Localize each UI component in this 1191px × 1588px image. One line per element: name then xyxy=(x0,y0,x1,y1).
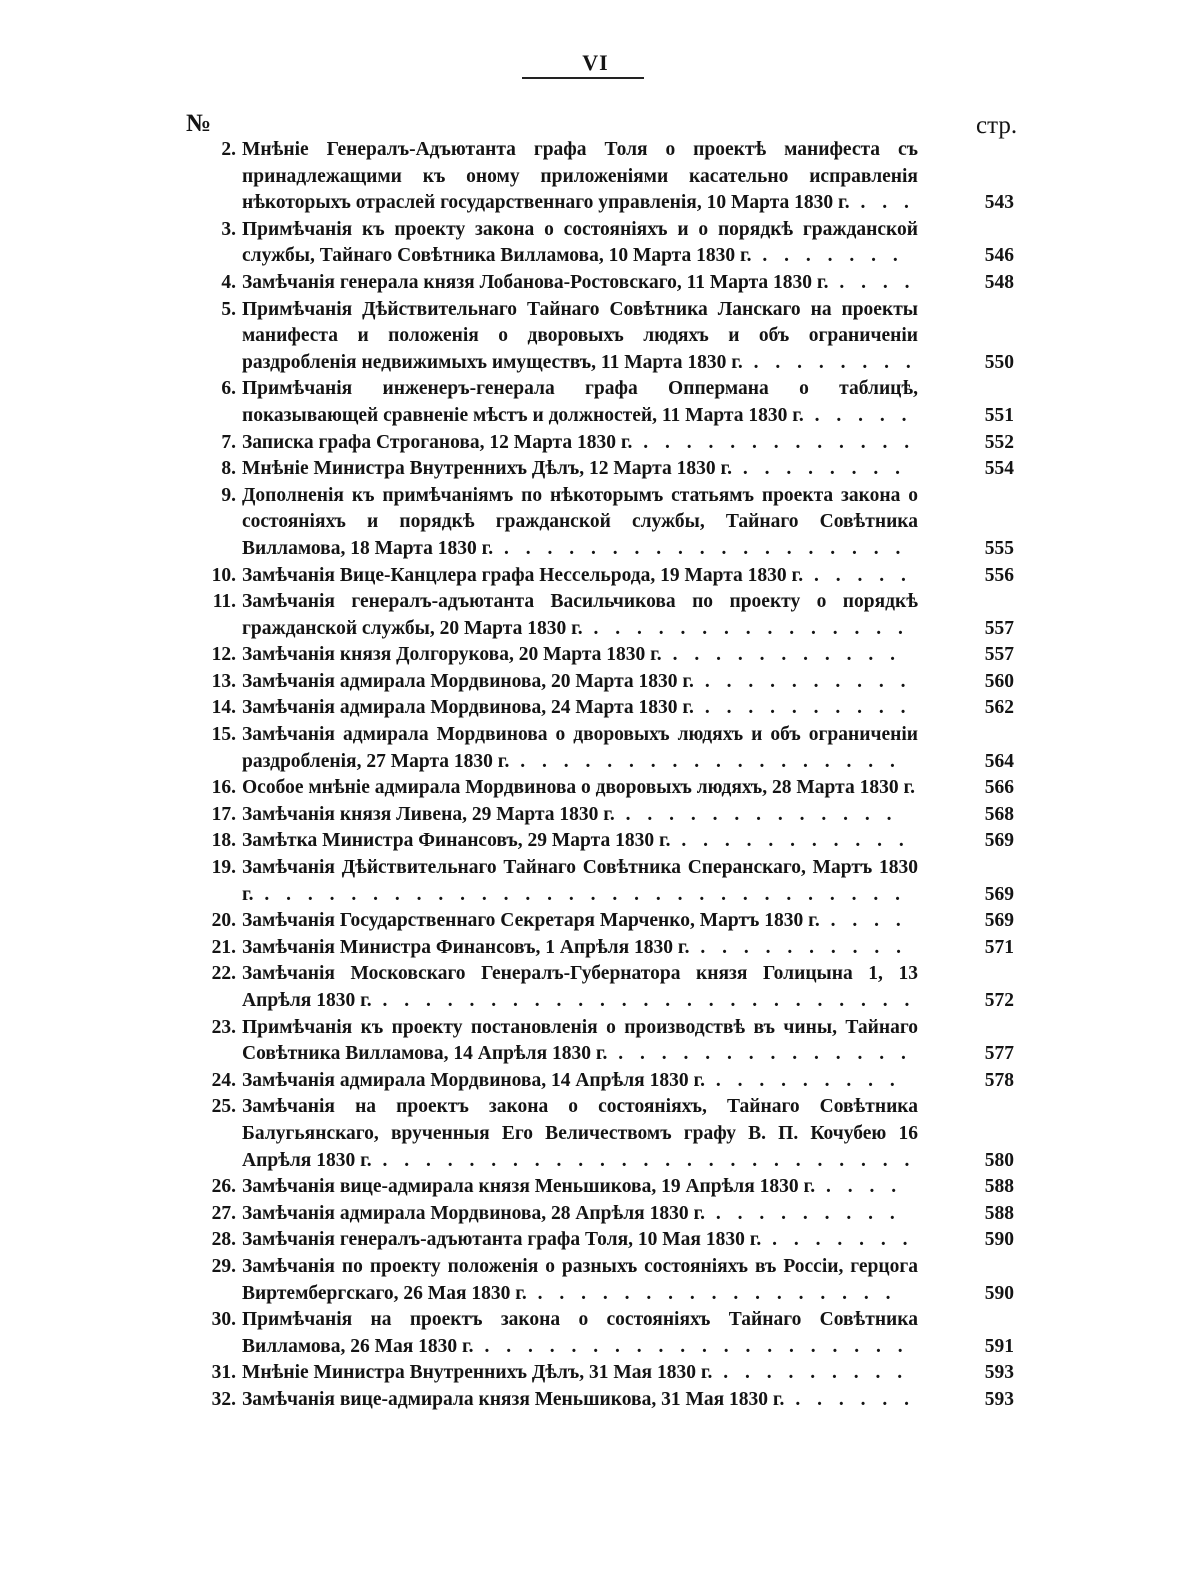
entry-number: 28. xyxy=(211,1229,236,1251)
entry-title xyxy=(242,642,918,669)
entry-title-text: Замѣчанія адмирала Мордвинова, 28 Апрѣля 1830 г. xyxy=(242,1202,705,1224)
entry-page-number: 552 xyxy=(984,431,1014,453)
entry-title-text: Мнѣніе Генералъ-Адъютанта графа Толя о проектѣ манифеста съ принадлежащими къ оному приложеніями касательно исправленія нѣкоторыхъ отраслей государственнаго управленія, 10 Марта 1830 г. xyxy=(242,139,918,214)
entry-number: 14. xyxy=(211,697,236,719)
entry-title xyxy=(242,297,918,377)
entry-title xyxy=(242,908,918,935)
page-column-header: стр. xyxy=(976,112,1018,139)
entry-title-text: Записка графа Строганова, 12 Марта 1830 г. xyxy=(242,431,633,453)
entry-title-text: Замѣчанія генерала князя Лобанова-Ростовскаго, 11 Марта 1830 г. xyxy=(242,271,829,293)
dot-leader: . . . . . . . . . . xyxy=(693,697,912,719)
entry-title-text: Замѣчанія Вице-Канцлера графа Нессельрода, 19 Марта 1830 г. xyxy=(242,564,804,586)
entry-title-text: Мнѣніе Министра Внутреннихъ Дѣлъ, 31 Мая 1830 г. xyxy=(242,1362,713,1384)
toc-entry xyxy=(0,775,1191,802)
entry-page-number: 543 xyxy=(984,192,1014,214)
toc-entry xyxy=(0,695,1191,722)
entry-number: 22. xyxy=(211,963,236,985)
entry-title xyxy=(242,935,918,962)
entry-title xyxy=(242,1174,918,1201)
dot-leader: . . . . . . . . . . . . . . . . . . . . . . . . . xyxy=(371,1149,916,1171)
entry-number: 5. xyxy=(221,298,236,320)
dot-leader: . . . . . xyxy=(803,404,913,426)
toc-entry xyxy=(0,563,1191,590)
entry-page-number: 593 xyxy=(984,1362,1014,1384)
entry-page-number: 569 xyxy=(984,883,1014,905)
dot-leader: . . . . xyxy=(815,1176,903,1198)
entry-number: 27. xyxy=(211,1202,236,1224)
entry-title xyxy=(242,1387,918,1414)
toc-entry xyxy=(0,217,1191,270)
entry-page-number: 580 xyxy=(984,1149,1014,1171)
number-column-header: № xyxy=(186,110,212,137)
entry-page-number: 593 xyxy=(984,1388,1014,1410)
dot-leader: . . . . . . . . . xyxy=(704,1202,901,1224)
entry-title xyxy=(242,483,918,563)
toc-entry xyxy=(0,376,1191,429)
entry-title-text: Замѣчанія по проекту положенія о разныхъ состояніяхъ въ Россіи, герцога Виртембергскаго, 26 Мая 1830 г. xyxy=(242,1255,918,1304)
toc-entry xyxy=(0,1360,1191,1387)
toc-entry xyxy=(0,430,1191,457)
toc-entry xyxy=(0,1227,1191,1254)
toc-entry xyxy=(0,642,1191,669)
entry-number: 24. xyxy=(211,1069,236,1091)
entry-page-number: 557 xyxy=(984,617,1014,639)
toc-entry xyxy=(0,722,1191,775)
entry-number: 15. xyxy=(211,724,236,746)
dot-leader: . . . . . . . . . xyxy=(712,1362,909,1384)
dot-leader: . . . . . . xyxy=(784,1388,915,1410)
entry-page-number: 577 xyxy=(984,1043,1014,1065)
toc-entry xyxy=(0,828,1191,855)
entry-title-text: Замѣчанія адмирала Мордвинова, 24 Марта 1830 г. xyxy=(242,697,694,719)
entry-title xyxy=(242,1307,918,1360)
entry-title-text: Замѣчанія адмирала Мордвинова, 14 Апрѣля 1830 г. xyxy=(242,1069,705,1091)
dot-leader: . . . . . . . . . . . . . . . . . xyxy=(526,1282,897,1304)
entry-title-text: Замѣчанія князя Долгорукова, 20 Марта 1830 г. xyxy=(242,644,662,666)
entry-number: 26. xyxy=(211,1176,236,1198)
entry-page-number: 564 xyxy=(984,750,1014,772)
dot-leader: . . . . . . . . . . xyxy=(689,936,907,958)
entry-page-number: 550 xyxy=(984,351,1014,373)
entry-title xyxy=(242,722,918,775)
dot-leader: . . . . xyxy=(828,271,916,293)
entry-title xyxy=(242,589,918,642)
toc-entry xyxy=(0,137,1191,217)
entry-page-number: 546 xyxy=(984,245,1014,267)
entry-page-number: 555 xyxy=(984,537,1014,559)
entry-number: 32. xyxy=(211,1388,236,1410)
entry-page-number: 590 xyxy=(984,1229,1014,1251)
entry-title xyxy=(242,669,918,696)
dot-leader: . . . . . . . . xyxy=(732,458,906,480)
dot-leader: . . . . . . . . . . . xyxy=(661,644,901,666)
dot-leader: . . . . . . . xyxy=(761,1229,914,1251)
entry-page-number: 556 xyxy=(984,564,1014,586)
entry-page-number: 578 xyxy=(984,1069,1014,1091)
entry-page-number: 588 xyxy=(984,1176,1014,1198)
dot-leader: . . . . . . . . . . . . . . . . . . . . . . . . . xyxy=(371,990,916,1011)
toc-entry xyxy=(0,589,1191,642)
entry-title xyxy=(242,563,918,590)
entry-title xyxy=(242,1201,918,1228)
entry-title-text: Замѣчанія князя Ливена, 29 Марта 1830 г. xyxy=(242,803,615,825)
dot-leader: . . . . . . . . . . . xyxy=(670,830,910,852)
entry-page-number: 571 xyxy=(984,936,1014,958)
toc-entry xyxy=(0,908,1191,935)
entry-title-text: Замѣчанія генералъ-адъютанта графа Толя, 10 Мая 1830 г. xyxy=(242,1229,762,1251)
dot-leader: . . . . xyxy=(819,910,907,932)
table-of-contents xyxy=(0,137,1191,1414)
toc-entry xyxy=(0,961,1191,1014)
toc-entry xyxy=(0,1174,1191,1201)
entry-number: 9. xyxy=(221,484,236,506)
entry-title-text: Особое мнѣніе адмирала Мордвинова о дворовыхъ людяхъ, 28 Марта 1830 г. xyxy=(242,777,915,799)
entry-title xyxy=(242,828,918,855)
entry-number: 23. xyxy=(211,1016,236,1038)
entry-number: 10. xyxy=(211,564,236,586)
entry-title xyxy=(242,1254,918,1307)
entry-number: 30. xyxy=(211,1309,236,1331)
entry-title xyxy=(242,456,918,483)
entry-title-text: Мнѣніе Министра Внутреннихъ Дѣлъ, 12 Марта 1830 г. xyxy=(242,458,732,480)
entry-number: 21. xyxy=(211,936,236,958)
entry-number: 8. xyxy=(221,458,236,480)
entry-page-number: 588 xyxy=(984,1202,1014,1224)
toc-entry xyxy=(0,1015,1191,1068)
toc-entry xyxy=(0,1254,1191,1307)
dot-leader: . . . xyxy=(849,192,915,214)
entry-number: 2. xyxy=(221,139,236,160)
entry-title-text: Примѣчанія Дѣйствительнаго Тайнаго Совѣтника Ланскаго на проекты манифеста и положенія о дворовыхъ людяхъ и объ ограниченіи раздробленія недвижимыхъ имуществъ, 11 Марта 1830 г. xyxy=(242,298,918,373)
entry-number: 18. xyxy=(211,830,236,852)
entry-title-text: Примѣчанія къ проекту постановленія о производствѣ въ чины, Тайнаго Совѣтника Вилламова, 14 Апрѣля 1830 г. xyxy=(242,1016,918,1065)
entry-number: 20. xyxy=(211,910,236,932)
dot-leader: . . . . . . . . . . . . . . xyxy=(607,1043,912,1065)
dot-leader: . . . . . . . . . xyxy=(704,1069,901,1091)
toc-entry xyxy=(0,1307,1191,1360)
toc-entry xyxy=(0,1094,1191,1174)
entry-page-number: 569 xyxy=(984,910,1014,932)
entry-title-text: Замѣчанія адмирала Мордвинова, 20 Марта 1830 г. xyxy=(242,670,694,692)
entry-number: 25. xyxy=(211,1096,236,1118)
entry-title xyxy=(242,961,918,1014)
toc-entry xyxy=(0,297,1191,377)
header-rule xyxy=(522,77,644,79)
entry-page-number: 591 xyxy=(984,1335,1014,1357)
entry-title xyxy=(242,855,918,908)
entry-title-text: Замѣчанія генералъ-адъютанта Васильчикова по проекту о порядкѣ гражданской службы, 20 Марта 1830 г. xyxy=(242,591,918,639)
entry-number: 31. xyxy=(211,1362,236,1384)
entry-page-number: 568 xyxy=(984,803,1014,825)
entry-number: 19. xyxy=(211,857,236,879)
toc-entry xyxy=(0,1387,1191,1414)
entry-number: 13. xyxy=(211,670,236,692)
entry-number: 29. xyxy=(211,1255,236,1277)
dot-leader: . . . . . . . . . . . . . . . . . . . . . . . . . . . . . . xyxy=(253,883,907,905)
entry-page-number: 548 xyxy=(984,271,1014,293)
entry-number: 3. xyxy=(221,218,236,240)
entry-title-text: Замѣчанія вице-адмирала князя Меньшикова, 19 Апрѣля 1830 г. xyxy=(242,1176,816,1198)
dot-leader: . . . . . . . . . . . . . . . . . . . xyxy=(493,537,907,559)
entry-title xyxy=(242,137,918,217)
entry-title-text: Замѣчанія Дѣйствительнаго Тайнаго Совѣтника Сперанскаго, Мартъ 1830 г. xyxy=(242,857,918,905)
toc-entry xyxy=(0,935,1191,962)
entry-title-text: Дополненія къ примѣчаніямъ по нѣкоторымъ статьямъ проекта закона о состояніяхъ и порядкѣ гражданской службы, Тайнаго Совѣтника Вилламова, 18 Марта 1830 г. xyxy=(242,484,918,559)
entry-title-text: Замѣчанія адмирала Мордвинова о дворовыхъ людяхъ и объ ограниченіи раздробленія, 27 Марта 1830 г. xyxy=(242,724,918,772)
entry-title-text: Замѣчанія на проектъ закона о состояніяхъ, Тайнаго Совѣтника Балугьянскаго, врученныя Его Величествомъ графу В. П. Кочубею 16 Апрѣля 1830 г. xyxy=(242,1096,918,1171)
toc-entry xyxy=(0,669,1191,696)
entry-number: 16. xyxy=(211,777,236,799)
dot-leader: . . . . . . . . . . . . . xyxy=(632,431,916,453)
entry-number: 6. xyxy=(221,378,236,400)
entry-title xyxy=(242,270,918,297)
toc-entry xyxy=(0,270,1191,297)
entry-title-text: Замѣтка Министра Финансовъ, 29 Марта 1830 г. xyxy=(242,830,671,852)
entry-page-number: 569 xyxy=(984,830,1014,852)
entry-title xyxy=(242,430,918,457)
entry-page-number: 566 xyxy=(984,777,1014,799)
entry-page-number: 560 xyxy=(984,670,1014,692)
entry-page-number: 572 xyxy=(984,990,1014,1011)
entry-page-number: 590 xyxy=(984,1282,1014,1304)
dot-leader: . . . . . . . . . . . . . xyxy=(614,803,898,825)
toc-entry xyxy=(0,802,1191,829)
entry-page-number: 554 xyxy=(984,458,1014,480)
toc-entry xyxy=(0,1201,1191,1228)
entry-title-text: Замѣчанія Министра Финансовъ, 1 Апрѣля 1830 г. xyxy=(242,936,690,958)
entry-title xyxy=(242,376,918,429)
dot-leader: . . . . . xyxy=(803,564,912,586)
entry-title xyxy=(242,695,918,722)
dot-leader: . . . . . . . . . . xyxy=(693,670,912,692)
entry-title xyxy=(242,775,918,802)
entry-number: 4. xyxy=(221,271,236,293)
toc-entry xyxy=(0,1068,1191,1095)
toc-entry xyxy=(0,456,1191,483)
entry-number: 17. xyxy=(211,803,236,825)
entry-title xyxy=(242,1227,918,1254)
entry-title-text: Замѣчанія Московскаго Генералъ-Губернатора князя Голицына 1, 13 Апрѣля 1830 г. xyxy=(242,963,918,1011)
entry-title xyxy=(242,802,918,829)
entry-title-text: Замѣчанія Государственнаго Секретаря Марченко, Мартъ 1830 г. xyxy=(242,910,820,932)
dot-leader: . . . . . . . . . . . . . . . xyxy=(582,617,909,639)
entry-title-text: Примѣчанія къ проекту закона о состояніяхъ и о порядкѣ гражданской службы, Тайнаго Совѣтника Вилламова, 10 Марта 1830 г. xyxy=(242,218,918,267)
entry-number: 12. xyxy=(211,644,236,666)
entry-title-text: Примѣчанія инженеръ-генерала графа Оппермана о таблицѣ, показывающей сравненіе мѣстъ и должностей, 11 Марта 1830 г. xyxy=(242,378,918,426)
entry-number: 7. xyxy=(221,431,236,453)
entry-title xyxy=(242,1094,918,1174)
entry-page-number: 551 xyxy=(984,404,1014,426)
toc-entry xyxy=(0,483,1191,563)
entry-title-text: Замѣчанія вице-адмирала князя Меньшикова, 31 Мая 1830 г. xyxy=(242,1388,785,1410)
entry-page-number: 557 xyxy=(984,644,1014,666)
entry-title xyxy=(242,1360,918,1387)
page-number: VI xyxy=(582,50,609,75)
entry-title xyxy=(242,1015,918,1068)
toc-entry xyxy=(0,855,1191,908)
entry-title xyxy=(242,217,918,270)
entry-number: 11. xyxy=(212,591,236,613)
entry-title xyxy=(242,1068,918,1095)
dot-leader: . . . . . . . . . . . . . . . . . . . . xyxy=(473,1335,909,1357)
dot-leader: . . . . . . . . xyxy=(742,351,917,373)
dot-leader: . . . . . . . . . . . . . . . . . . xyxy=(509,750,901,772)
entry-page-number: 562 xyxy=(984,697,1014,719)
dot-leader: . . . . . . . xyxy=(751,245,904,267)
entry-title-text: Примѣчанія на проектъ закона о состояніяхъ Тайнаго Совѣтника Вилламова, 26 Мая 1830 г. xyxy=(242,1309,918,1357)
